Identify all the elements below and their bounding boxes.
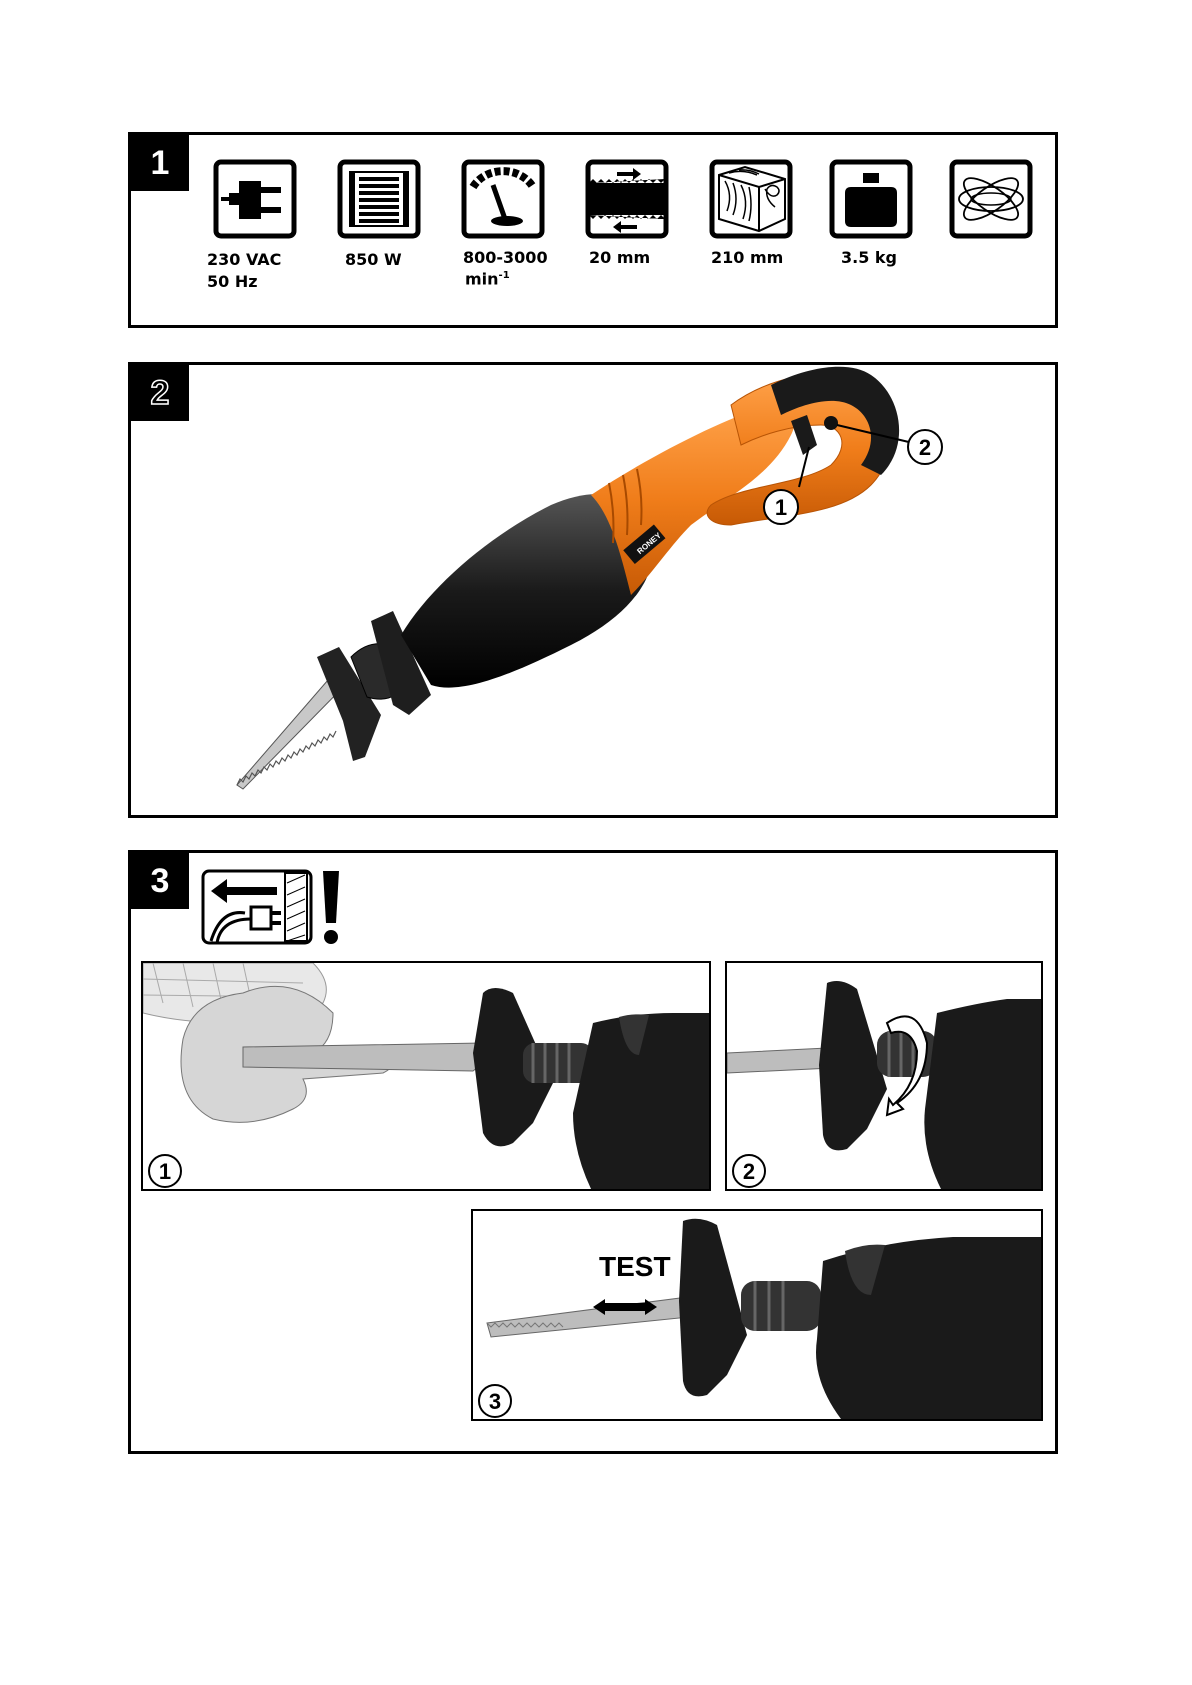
spec-speed-value: 800-3000 — [463, 248, 548, 267]
spec-weight-value: 3.5 kg — [841, 248, 898, 267]
power-plug-icon — [213, 159, 297, 239]
insert-blade-illustration — [143, 963, 709, 1189]
spec-stroke-value: 20 mm — [589, 248, 651, 267]
spec-speed-unit-base: min — [465, 269, 499, 289]
spec-cutting-depth-value: 210 mm — [711, 248, 784, 267]
saw-lock-button — [824, 416, 838, 430]
spec-voltage-value: 230 VAC — [207, 250, 282, 269]
spec-power-label — [345, 249, 402, 271]
speed-gauge-icon — [461, 159, 545, 239]
test-blade-illustration — [473, 1211, 1041, 1419]
step-3-number: 3 — [488, 1389, 502, 1414]
spec-voltage-label — [207, 249, 281, 293]
spec-weight-label — [841, 247, 897, 269]
callout-2-number: 2 — [918, 435, 932, 460]
step-1-number: 1 — [158, 1159, 172, 1184]
spec-speed-label — [463, 249, 548, 288]
step-2-photo — [725, 961, 1043, 1191]
specs-panel — [128, 132, 1058, 328]
spec-frequency-value: 50 Hz — [207, 272, 258, 291]
product-overview-panel — [128, 362, 1058, 818]
test-label: TEST — [599, 1251, 671, 1282]
spec-speed-unit-exponent: -1 — [498, 270, 510, 281]
stroke-length-icon — [585, 159, 669, 239]
vibration-icon — [949, 159, 1033, 239]
spec-stroke-label — [589, 247, 650, 269]
wood-cutting-icon — [709, 159, 793, 239]
step-3-photo — [471, 1209, 1043, 1421]
spec-power-value: 850 W — [345, 250, 402, 269]
panel-number-badge — [131, 853, 189, 909]
weight-icon — [829, 159, 913, 239]
spec-cutting-depth-label — [711, 247, 783, 269]
lock-blade-illustration — [727, 963, 1041, 1189]
reciprocating-saw-illustration — [131, 365, 1055, 815]
step-1-photo — [141, 961, 711, 1191]
saw-blade — [243, 1043, 495, 1071]
panel-number: 1 — [150, 143, 170, 182]
unplug-warning-icon — [201, 869, 345, 947]
panel-number: 2 — [150, 373, 170, 412]
callout-1-number: 1 — [774, 495, 788, 520]
saw-blade — [487, 1295, 709, 1337]
panel-number-badge — [131, 135, 189, 191]
spec-speed-unit — [463, 267, 548, 288]
motor-icon — [337, 159, 421, 239]
step-2-number: 2 — [742, 1159, 756, 1184]
panel-number: 3 — [150, 861, 170, 900]
blade-installation-panel — [128, 850, 1058, 1454]
brand-logo-text: RONEY — [635, 530, 663, 557]
